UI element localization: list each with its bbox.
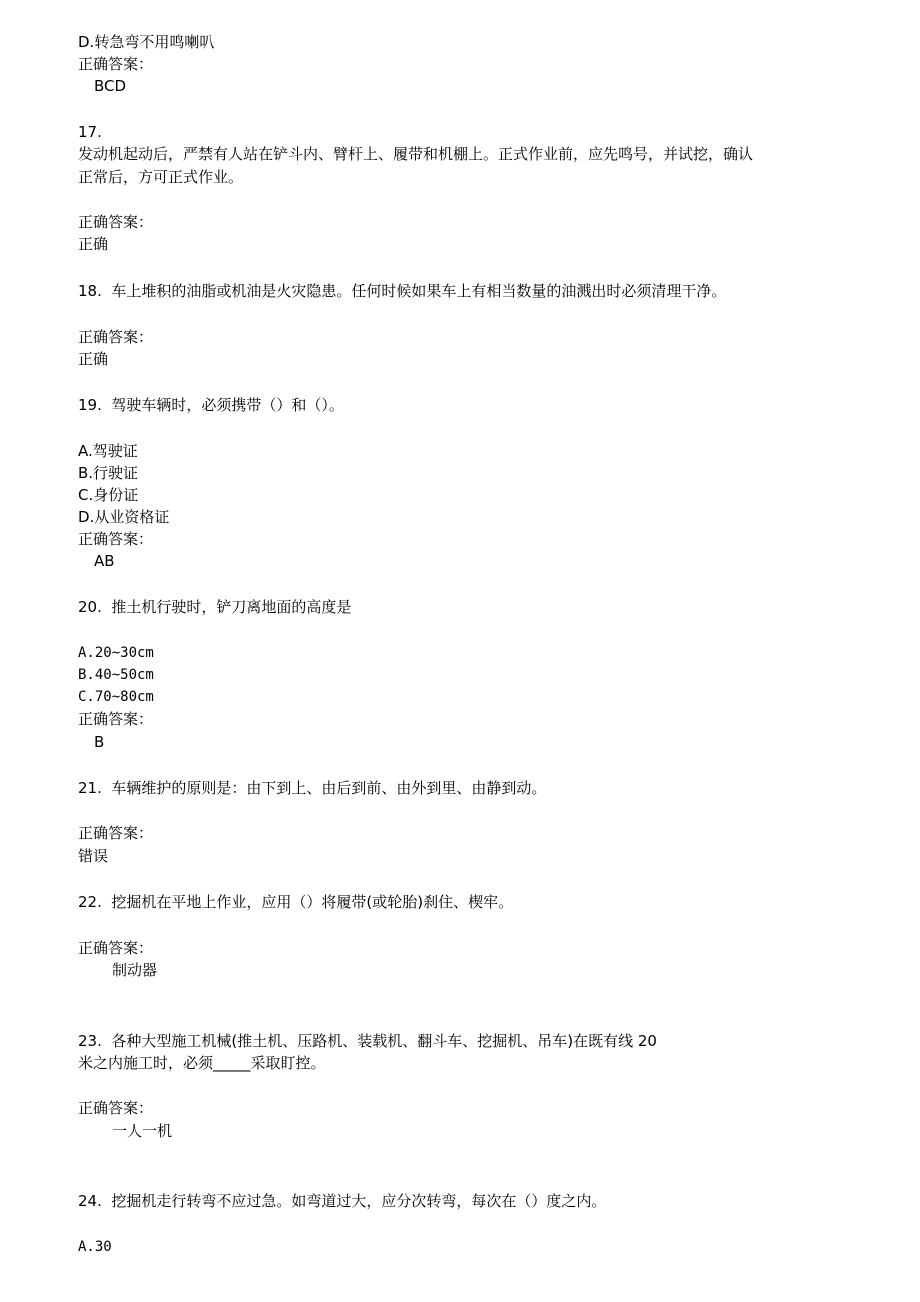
q16-answer: BCD <box>94 77 127 95</box>
q19-text: 19. 驾驶车辆时，必须携带（）和（）。 <box>78 396 344 414</box>
q23-answer-label: 正确答案： <box>78 1099 154 1117</box>
q23-answer: 一人一机 <box>112 1122 173 1140</box>
q24-text: 24. 挖掘机走行转弯不应过急。如弯道过大，应分次转弯，每次在（）度之内。 <box>78 1192 607 1210</box>
q20-text: 20. 推土机行驶时，铲刀离地面的高度是 <box>78 598 352 616</box>
q16-answer-label: 正确答案： <box>78 55 154 73</box>
q22-answer: 制动器 <box>112 961 158 979</box>
q18-answer: 正确 <box>78 350 109 368</box>
q19-option-a: A.驾驶证 <box>78 442 138 460</box>
q20-option-a: A.20~30cm <box>78 645 154 661</box>
q19-option-d: D.从业资格证 <box>78 508 170 526</box>
q17-answer-label: 正确答案： <box>78 213 154 231</box>
q21-answer-label: 正确答案： <box>78 824 154 842</box>
q21-answer: 错误 <box>78 847 109 865</box>
q18-answer-label: 正确答案： <box>78 328 154 346</box>
q20-answer: B <box>94 733 105 751</box>
q20-option-b: B.40~50cm <box>78 667 154 683</box>
q17-text-line1: 发动机起动后，严禁有人站在铲斗内、臂杆上、履带和机棚上。正式作业前，应先鸣号，并试挖，确认 <box>78 145 754 163</box>
q17-number: 17. <box>78 123 102 141</box>
q19-answer: AB <box>94 552 115 570</box>
q20-answer-label: 正确答案： <box>78 710 154 728</box>
q19-answer-label: 正确答案： <box>78 530 154 548</box>
q24-option-a: A.30 <box>78 1239 112 1255</box>
q22-answer-label: 正确答案： <box>78 939 154 957</box>
q16-option-d: D.转急弯不用鸣喇叭 <box>78 33 215 51</box>
q19-option-c: C.身份证 <box>78 486 139 504</box>
q18-text: 18. 车上堆积的油脂或机油是火灾隐患。任何时候如果车上有相当数量的油溅出时必须清理干净。 <box>78 282 727 300</box>
q20-option-c: C.70~80cm <box>78 689 154 705</box>
q23-text-line1: 23. 各种大型施工机械(推土机、压路机、装载机、翻斗车、挖掘机、吊车)在既有线 20 <box>78 1032 657 1050</box>
q21-text: 21. 车辆维护的原则是：由下到上、由后到前、由外到里、由静到动。 <box>78 779 547 797</box>
q17-text-line2: 正常后，方可正式作业。 <box>78 168 244 186</box>
q22-text: 22. 挖掘机在平地上作业，应用（）将履带(或轮胎)刹住、楔牢。 <box>78 893 514 911</box>
q23-text-line2: 米之内施工时，必须_____采取盯控。 <box>78 1054 326 1072</box>
q19-option-b: B.行驶证 <box>78 464 139 482</box>
q17-answer: 正确 <box>78 235 109 253</box>
